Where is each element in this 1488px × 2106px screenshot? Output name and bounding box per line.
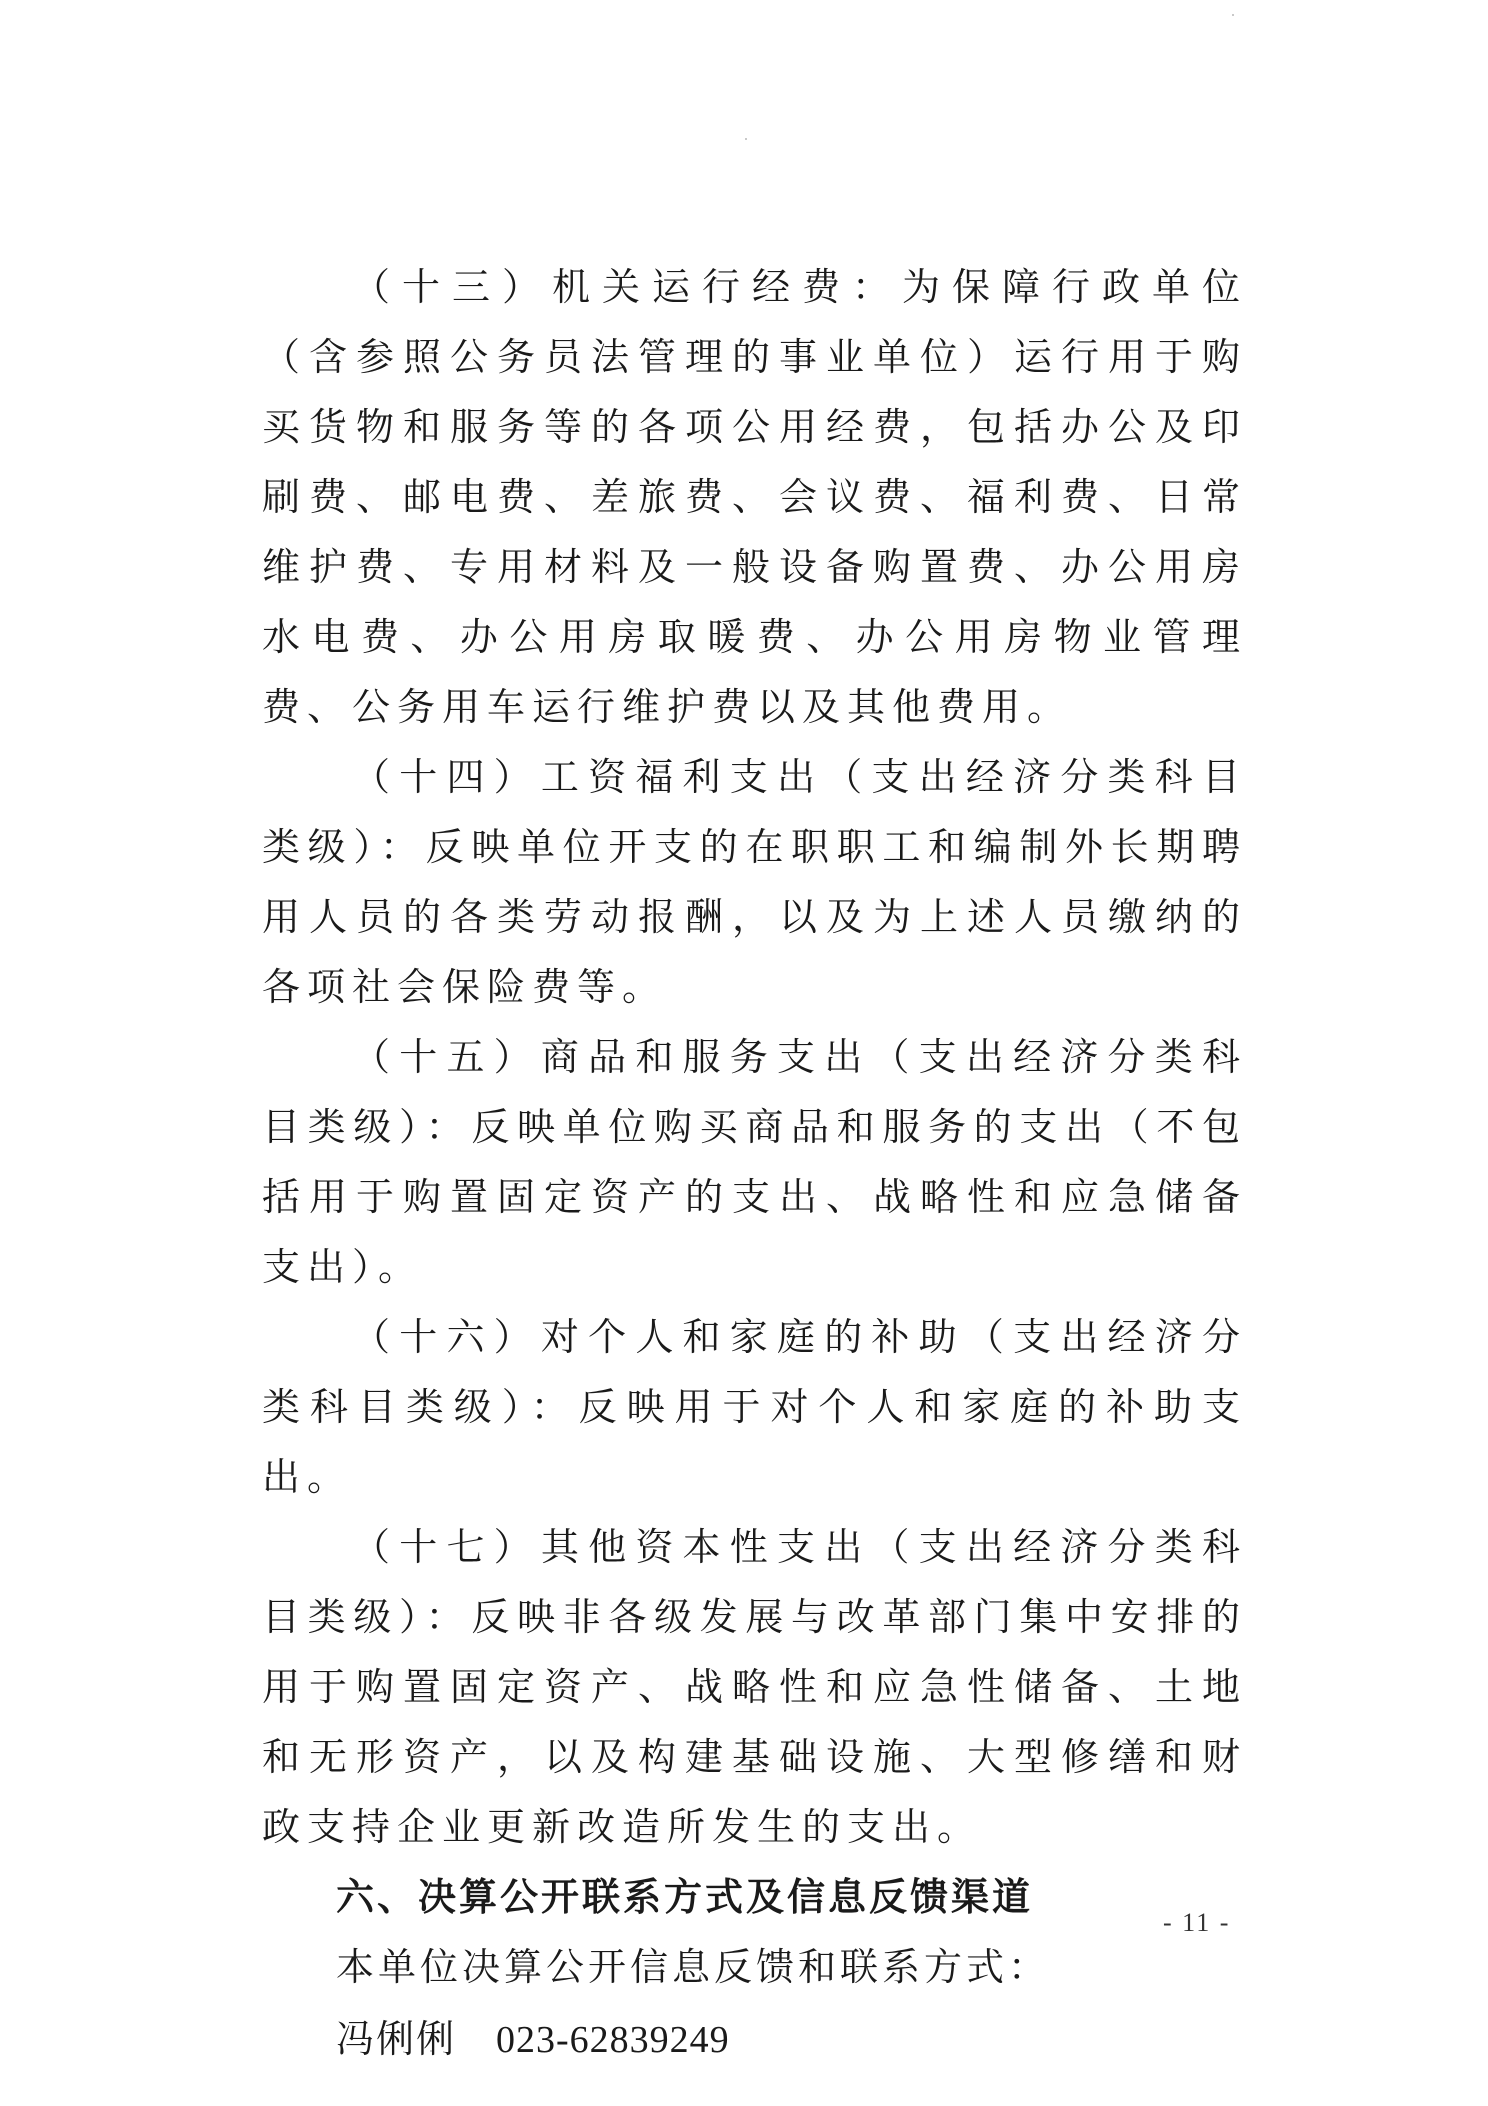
paragraph-13: （十三）机关运行经费：为保障行政单位（含参照公务员法管理的事业单位）运行用于购买货物和服务等的各项公用经费，包括办公及印刷费、邮电费、差旅费、会议费、福利费、日常维护费、专用材料及一般设备购置费、办公用房水电费、办公用房取暖费、办公用房物业管理费、公务用车运行维护费以及其他费用。	[262, 265, 1247, 729]
paragraph-15: （十五）商品和服务支出（支出经济分类科目类级）：反映单位购买商品和服务的支出（不包括用于购置固定资产的支出、战略性和应急储备支出）。	[262, 1035, 1247, 1289]
paragraph-14: （十四）工资福利支出（支出经济分类科目类级）：反映单位开支的在职职工和编制外长期聘用人员的各类劳动报酬，以及为上述人员缴纳的各项社会保险费等。	[262, 755, 1247, 1009]
contact-line	[262, 2002, 1247, 2077]
scan-speck	[1232, 14, 1234, 16]
scan-speck	[745, 138, 747, 140]
page-number: - 11 -	[1163, 1908, 1231, 1937]
contact-phone: 023-62839249	[496, 2019, 730, 2061]
paragraph-16: （十六）对个人和家庭的补助（支出经济分类科目类级）：反映用于对个人和家庭的补助支出。	[262, 1315, 1247, 1499]
document-body	[262, 252, 1247, 2077]
paragraph-17: （十七）其他资本性支出（支出经济分类科目类级）：反映非各级发展与改革部门集中安排的用于购置固定资产、战略性和应急性储备、土地和无形资产，以及构建基础设施、大型修缮和财政支持企业更新改造所发生的支出。	[262, 1525, 1247, 1849]
section-heading: 六、决算公开联系方式及信息反馈渠道	[336, 1875, 1034, 1919]
contact-intro: 本单位决算公开信息反馈和联系方式：	[336, 1945, 1051, 1989]
contact-name: 冯俐俐	[336, 2017, 457, 2061]
